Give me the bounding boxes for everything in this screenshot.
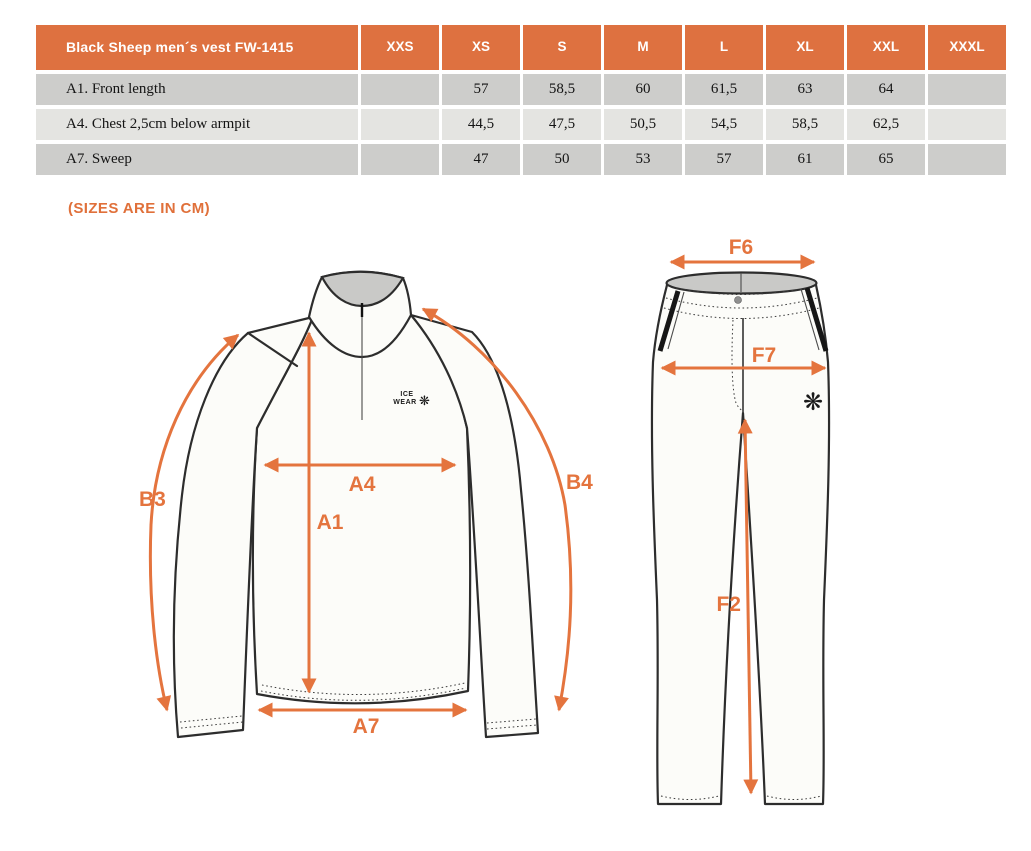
- cell: 58,5: [523, 74, 601, 105]
- table-row-sweep: [36, 144, 1006, 175]
- f6-label: F6: [728, 236, 754, 259]
- table-header-row: [36, 25, 1006, 70]
- a1-label: A1: [316, 511, 344, 534]
- product-title-cell: Black Sheep men´s vest FW-1415: [36, 25, 358, 70]
- table-row-front-length: [36, 74, 1006, 105]
- measurement-diagram: [0, 230, 1031, 851]
- row-label: A4. Chest 2,5cm below armpit: [36, 109, 358, 140]
- f2-label: F2: [716, 593, 741, 616]
- cell: 47,5: [523, 109, 601, 140]
- cell: 65: [847, 144, 925, 175]
- cell: 61: [766, 144, 844, 175]
- row-label: A7. Sweep: [36, 144, 358, 175]
- size-col-xs: XS: [442, 25, 520, 70]
- cell: 60: [604, 74, 682, 105]
- a7-label: A7: [352, 715, 380, 738]
- cell: [361, 109, 439, 140]
- size-col-l: L: [685, 25, 763, 70]
- pants-body: [652, 285, 829, 804]
- cell: [928, 144, 1006, 175]
- cell: 62,5: [847, 109, 925, 140]
- cell: [928, 109, 1006, 140]
- cell: 57: [685, 144, 763, 175]
- a4-label: A4: [348, 473, 376, 496]
- cell: 50,5: [604, 109, 682, 140]
- brand-logo-line2: WEAR: [393, 399, 417, 406]
- pants-drawing: [652, 236, 829, 804]
- b4-label: B4: [566, 471, 593, 494]
- waist-button: [735, 297, 742, 304]
- cell: 44,5: [442, 109, 520, 140]
- size-col-m: M: [604, 25, 682, 70]
- size-chart-table: [33, 21, 1009, 179]
- size-col-xxxl: XXXL: [928, 25, 1006, 70]
- snowflake-icon: ❋: [419, 394, 430, 409]
- row-label: A1. Front length: [36, 74, 358, 105]
- cell: [361, 74, 439, 105]
- shirt-drawing: [139, 272, 593, 738]
- size-col-xl: XL: [766, 25, 844, 70]
- snowflake-icon: ❋: [802, 388, 824, 416]
- cell: 58,5: [766, 109, 844, 140]
- size-col-s: S: [523, 25, 601, 70]
- cell: [361, 144, 439, 175]
- cell: 53: [604, 144, 682, 175]
- size-col-xxs: XXS: [361, 25, 439, 70]
- cell: [928, 74, 1006, 105]
- cell: 47: [442, 144, 520, 175]
- b3-label: B3: [139, 488, 166, 511]
- cell: 57: [442, 74, 520, 105]
- f7-label: F7: [751, 344, 777, 367]
- size-col-xxl: XXL: [847, 25, 925, 70]
- cell: 61,5: [685, 74, 763, 105]
- cell: 54,5: [685, 109, 763, 140]
- brand-logo-line1: ICE: [400, 391, 414, 398]
- cell: 64: [847, 74, 925, 105]
- cell: 63: [766, 74, 844, 105]
- cell: 50: [523, 144, 601, 175]
- table-row-chest: [36, 109, 1006, 140]
- sizes-unit-note: (SIZES ARE IN CM): [68, 200, 211, 217]
